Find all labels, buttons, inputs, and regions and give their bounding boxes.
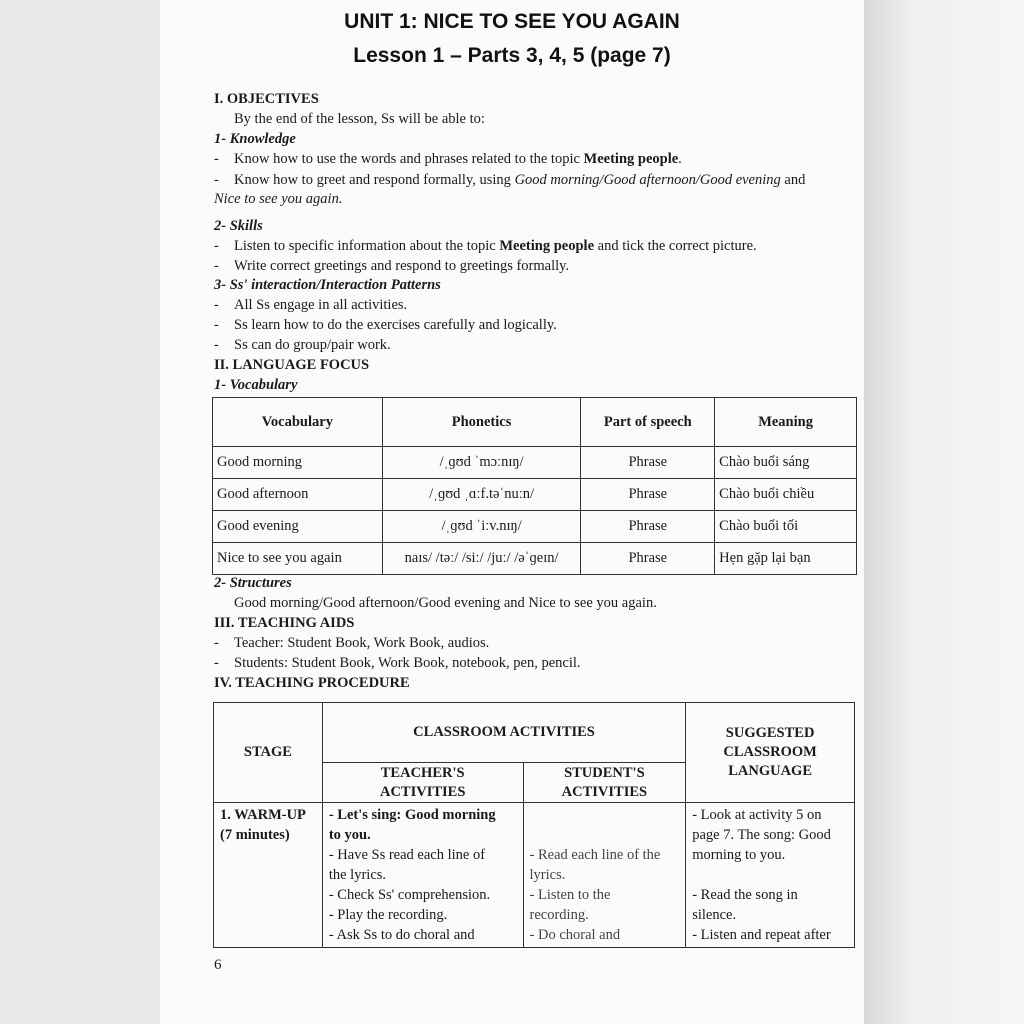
vocab-phonetics: /ˌɡʊd ˈiːv.nɪŋ/ [382,511,581,543]
knowledge-item-1: - Know how to use the words and phrases related to the topic Meeting people. [214,151,682,167]
vocab-pos: Phrase [581,511,715,543]
structures-heading: 2- Structures [214,575,292,591]
objectives-intro: By the end of the lesson, Ss will be able to: [234,111,485,127]
lesson-title: Lesson 1 – Parts 3, 4, 5 (page 7) [353,44,671,67]
vocab-phonetics: /ˌɡʊd ˌɑːf.təˈnuːn/ [382,479,581,511]
vocab-meaning: Chào buổi chiều [715,479,857,511]
teaching-aids-students: - Students: Student Book, Work Book, notebook, pen, pencil. [214,655,581,671]
vocab-meaning: Chào buổi sáng [715,447,857,479]
procedure-table [213,702,855,948]
vocab-meaning: Chào buổi tối [715,511,857,543]
table-row [213,447,857,479]
col-phonetics: Phonetics [382,398,581,447]
table-row [213,479,857,511]
teaching-aids-teacher: - Teacher: Student Book, Work Book, audios. [214,635,490,651]
interaction-item-2: - Ss learn how to do the exercises carefully and logically. [214,317,557,333]
knowledge-item-2-cont: Nice to see you again. [214,191,343,207]
unit-title: UNIT 1: NICE TO SEE YOU AGAIN [344,10,680,33]
language-focus-heading: II. LANGUAGE FOCUS [214,357,370,373]
col-classroom-activities: CLASSROOM ACTIVITIES [322,703,685,763]
vocab-meaning: Hẹn gặp lại bạn [715,543,857,575]
structures-text: Good morning/Good afternoon/Good evening and Nice to see you again. [234,595,657,611]
skills-heading: 2- Skills [214,218,263,234]
vocabulary-heading: 1- Vocabulary [214,377,298,393]
vocabulary-table [212,397,857,575]
col-suggested-language: SUGGESTED CLASSROOM LANGUAGE [686,703,855,803]
vocab-pos: Phrase [581,447,715,479]
table-row [214,803,855,948]
interaction-heading: 3- Ss' interaction/Interaction Patterns [214,277,441,293]
page-number: 6 [214,957,222,973]
skills-item-2: - Write correct greetings and respond to greetings formally. [214,258,570,274]
skills-item-1: - Listen to specific information about the topic Meeting people and tick the correct picture. [214,238,757,254]
vocab-word: Good morning [213,447,383,479]
table-row [213,543,857,575]
col-vocabulary: Vocabulary [213,398,383,447]
teacher-activities-cell: - Let's sing: Good morning to you. - Have Ss read each line of the lyrics. - Check Ss' comprehension. - Play the recording. - Ask Ss to do choral and [322,803,523,948]
vocab-word: Nice to see you again [213,543,383,575]
vocab-phonetics: naɪs/ /təː/ /siː/ /juː/ /əˈɡeɪn/ [382,543,581,575]
col-meaning: Meaning [715,398,857,447]
teaching-aids-heading: III. TEACHING AIDS [214,615,355,631]
objectives-heading: I. OBJECTIVES [214,91,319,107]
col-student-activities: STUDENT'S ACTIVITIES [523,763,686,803]
col-teacher-activities: TEACHER'S ACTIVITIES [322,763,523,803]
vocab-word: Good afternoon [213,479,383,511]
col-part-of-speech: Part of speech [581,398,715,447]
knowledge-heading: 1- Knowledge [214,131,296,147]
table-row [213,511,857,543]
interaction-item-3: - Ss can do group/pair work. [214,337,391,353]
col-stage: STAGE [214,703,323,803]
interaction-item-1: - All Ss engage in all activities. [214,297,408,313]
page-edge-shadow [864,0,1024,1024]
knowledge-item-2: - Know how to greet and respond formally, using Good morning/Good afternoon/Good evening and [214,172,806,188]
procedure-heading: IV. TEACHING PROCEDURE [214,675,410,691]
vocabulary-header-row [213,398,857,447]
vocab-phonetics: /ˌɡʊd ˈmɔːnɪŋ/ [382,447,581,479]
vocab-pos: Phrase [581,479,715,511]
student-activities-cell: - Read each line of the lyrics. - Listen to the recording. - Do choral and [523,803,686,948]
vocab-word: Good evening [213,511,383,543]
suggested-language-cell: - Look at activity 5 on page 7. The song: Good morning to you. - Read the song in silence. - Listen and repeat after [686,803,855,948]
vocab-pos: Phrase [581,543,715,575]
stage-cell: 1. WARM-UP (7 minutes) [214,803,323,948]
